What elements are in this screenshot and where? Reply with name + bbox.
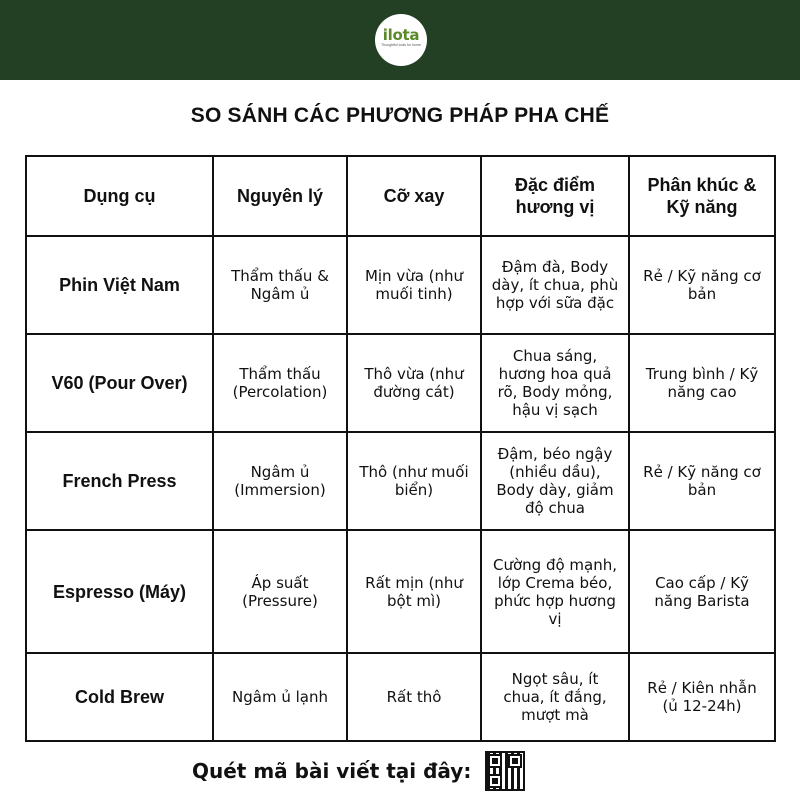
cell-tool: Phin Việt Nam <box>26 236 213 334</box>
table-row <box>26 530 775 653</box>
comparison-table <box>25 155 776 742</box>
cell-grind-size: Rất mịn (như bột mì) <box>347 530 481 653</box>
logo-tagline: Thoughtful tools for home <box>381 43 421 47</box>
cell-segment-skill: Rẻ / Kiên nhẫn (ủ 12-24h) <box>629 653 775 741</box>
header-segment-skill: Phân khúc & Kỹ năng <box>629 156 775 236</box>
cell-segment-skill: Rẻ / Kỹ năng cơ bản <box>629 236 775 334</box>
header-grind-size: Cỡ xay <box>347 156 481 236</box>
header-principle: Nguyên lý <box>213 156 347 236</box>
footer <box>192 750 525 792</box>
header-bar <box>0 0 800 80</box>
cell-principle: Ngâm ủ (Immersion) <box>213 432 347 530</box>
cell-flavor-profile: Đậm, béo ngậy (nhiều dầu), Body dày, giảm độ chua <box>481 432 629 530</box>
cell-tool: Espresso (Máy) <box>26 530 213 653</box>
cell-grind-size: Mịn vừa (như muối tinh) <box>347 236 481 334</box>
brand-logo[interactable] <box>375 14 427 66</box>
cell-tool: V60 (Pour Over) <box>26 334 213 432</box>
header-tool: Dụng cụ <box>26 156 213 236</box>
page-title: SO SÁNH CÁC PHƯƠNG PHÁP PHA CHẾ <box>190 104 610 127</box>
cell-principle: Ngâm ủ lạnh <box>213 653 347 741</box>
cell-segment-skill: Trung bình / Kỹ năng cao <box>629 334 775 432</box>
table-row <box>26 653 775 741</box>
footer-scan-text: Quét mã bài viết tại đây: <box>192 759 472 783</box>
table-row <box>26 432 775 530</box>
cell-tool: French Press <box>26 432 213 530</box>
table-row <box>26 334 775 432</box>
cell-principle: Thẩm thấu & Ngâm ủ <box>213 236 347 334</box>
cell-principle: Thẩm thấu (Percolation) <box>213 334 347 432</box>
cell-flavor-profile: Chua sáng, hương hoa quả rõ, Body mỏng, hậu vị sạch <box>481 334 629 432</box>
cell-segment-skill: Cao cấp / Kỹ năng Barista <box>629 530 775 653</box>
qr-finder-icon <box>488 774 502 788</box>
cell-tool: Cold Brew <box>26 653 213 741</box>
cell-principle: Áp suất (Pressure) <box>213 530 347 653</box>
cell-segment-skill: Rẻ / Kỹ năng cơ bản <box>629 432 775 530</box>
logo-wordmark: ilota <box>382 26 420 44</box>
qr-finder-icon <box>508 754 522 768</box>
cell-grind-size: Thô (như muối biển) <box>347 432 481 530</box>
qr-code-icon[interactable] <box>485 751 525 791</box>
header-flavor-profile: Đặc điểm hương vị <box>481 156 629 236</box>
table-row <box>26 236 775 334</box>
qr-finder-icon <box>488 754 502 768</box>
cell-flavor-profile: Ngọt sâu, ít chua, ít đắng, mượt mà <box>481 653 629 741</box>
table-header-row <box>26 156 775 236</box>
cell-grind-size: Thô vừa (như đường cát) <box>347 334 481 432</box>
cell-flavor-profile: Đậm đà, Body dày, ít chua, phù hợp với sữa đặc <box>481 236 629 334</box>
cell-flavor-profile: Cường độ mạnh, lớp Crema béo, phức hợp hương vị <box>481 530 629 653</box>
cell-grind-size: Rất thô <box>347 653 481 741</box>
